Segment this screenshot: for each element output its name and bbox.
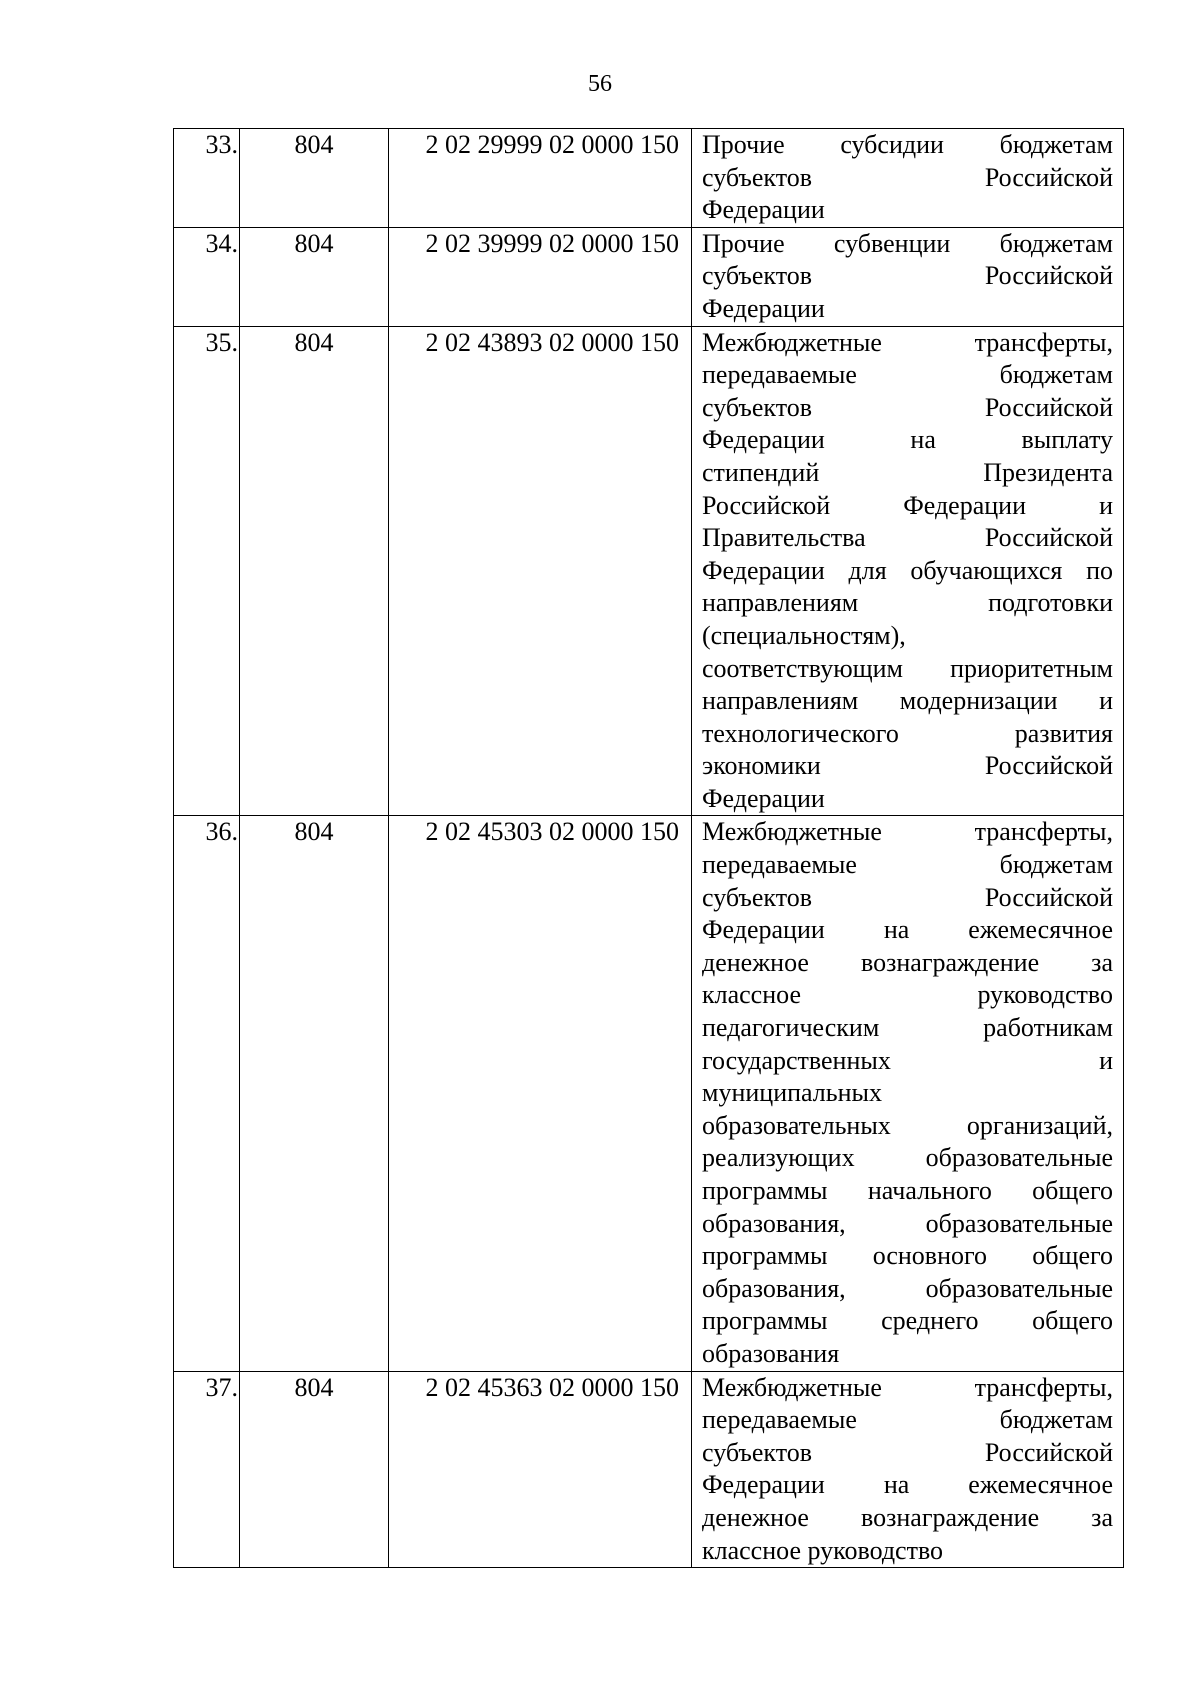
- description-line: Межбюджетные трансферты,: [702, 817, 1113, 847]
- row-number-cell: 36.: [174, 816, 240, 1371]
- description-line: Федерации: [702, 783, 825, 813]
- description-line: образования, образовательные: [702, 1273, 1113, 1303]
- table-row: [174, 1371, 1124, 1568]
- administrator-code-cell: 804: [240, 129, 389, 228]
- description-line: экономики Российской: [702, 751, 1113, 781]
- page-number: 56: [588, 71, 612, 97]
- table-row: [174, 816, 1124, 1371]
- description-line: Российской Федерации и: [702, 490, 1113, 520]
- description-line: образования: [702, 1338, 840, 1368]
- description-line: Прочие субвенции бюджетам: [702, 228, 1113, 258]
- administrator-code-cell: 804: [240, 1371, 389, 1568]
- description-line: соответствующим приоритетным: [702, 653, 1113, 683]
- description-line: денежное вознаграждение за: [702, 947, 1113, 977]
- budget-classification-table: [173, 128, 1124, 1568]
- description-line: субъектов Российской: [702, 162, 1113, 192]
- description-line: программы основного общего: [702, 1241, 1113, 1271]
- description-line: субъектов Российской: [702, 882, 1113, 912]
- description-line: Прочие субсидии бюджетам: [702, 130, 1113, 159]
- description-line: передаваемые бюджетам: [702, 360, 1113, 390]
- description-line: технологического развития: [702, 718, 1113, 748]
- description-line: Федерации: [702, 195, 825, 225]
- description-line: передаваемые бюджетам: [702, 850, 1113, 880]
- table-row: [174, 129, 1124, 228]
- description-line: денежное вознаграждение за: [702, 1502, 1113, 1532]
- description-line: направлениям модернизации и: [702, 686, 1113, 716]
- description-line: направлениям подготовки: [702, 588, 1113, 618]
- row-number-cell: 35.: [174, 326, 240, 816]
- description-line: программы среднего общего: [702, 1306, 1113, 1336]
- description-line: реализующих образовательные: [702, 1143, 1113, 1173]
- row-number-cell: 37.: [174, 1371, 240, 1568]
- administrator-code-cell: 804: [240, 326, 389, 816]
- description-line: субъектов Российской: [702, 1437, 1113, 1467]
- description-line: стипендий Президента: [702, 457, 1113, 487]
- administrator-code-cell: 804: [240, 816, 389, 1371]
- administrator-code-cell: 804: [240, 227, 389, 326]
- description-cell: [692, 1371, 1124, 1568]
- revenue-code-cell: 2 02 45363 02 0000 150: [389, 1371, 692, 1568]
- row-number-cell: 33.: [174, 129, 240, 228]
- description-line: Федерации на ежемесячное: [702, 1470, 1113, 1500]
- description-line: Межбюджетные трансферты,: [702, 327, 1113, 357]
- description-line: Федерации для обучающихся по: [702, 555, 1113, 585]
- description-cell: [692, 227, 1124, 326]
- description-line: (специальностям),: [702, 620, 906, 650]
- table-row: [174, 227, 1124, 326]
- description-line: Правительства Российской: [702, 523, 1113, 553]
- description-line: Федерации: [702, 293, 825, 323]
- description-line: классное руководство: [702, 1535, 944, 1565]
- revenue-code-cell: 2 02 39999 02 0000 150: [389, 227, 692, 326]
- description-line: программы начального общего: [702, 1176, 1113, 1205]
- description-line: передаваемые бюджетам: [702, 1405, 1113, 1435]
- description-line: Федерации на выплату: [702, 425, 1113, 455]
- description-line: классное руководство: [702, 980, 1113, 1010]
- revenue-code-cell: 2 02 29999 02 0000 150: [389, 129, 692, 228]
- revenue-code-cell: 2 02 45303 02 0000 150: [389, 816, 692, 1371]
- revenue-code-cell: 2 02 43893 02 0000 150: [389, 326, 692, 816]
- description-cell: [692, 326, 1124, 816]
- row-number-cell: 34.: [174, 227, 240, 326]
- description-line: субъектов Российской: [702, 261, 1113, 291]
- description-cell: [692, 129, 1124, 228]
- table-body: [174, 129, 1124, 1568]
- description-line: образовательных организаций,: [702, 1110, 1113, 1140]
- description-line: Межбюджетные трансферты,: [702, 1372, 1113, 1402]
- table-row: [174, 326, 1124, 816]
- description-line: педагогическим работникам: [702, 1013, 1113, 1043]
- description-line: муниципальных: [702, 1078, 883, 1108]
- description-cell: [692, 816, 1124, 1371]
- description-line: государственных и: [702, 1045, 1113, 1075]
- description-line: образования, образовательные: [702, 1208, 1113, 1238]
- description-line: субъектов Российской: [702, 392, 1113, 422]
- description-line: Федерации на ежемесячное: [702, 915, 1113, 945]
